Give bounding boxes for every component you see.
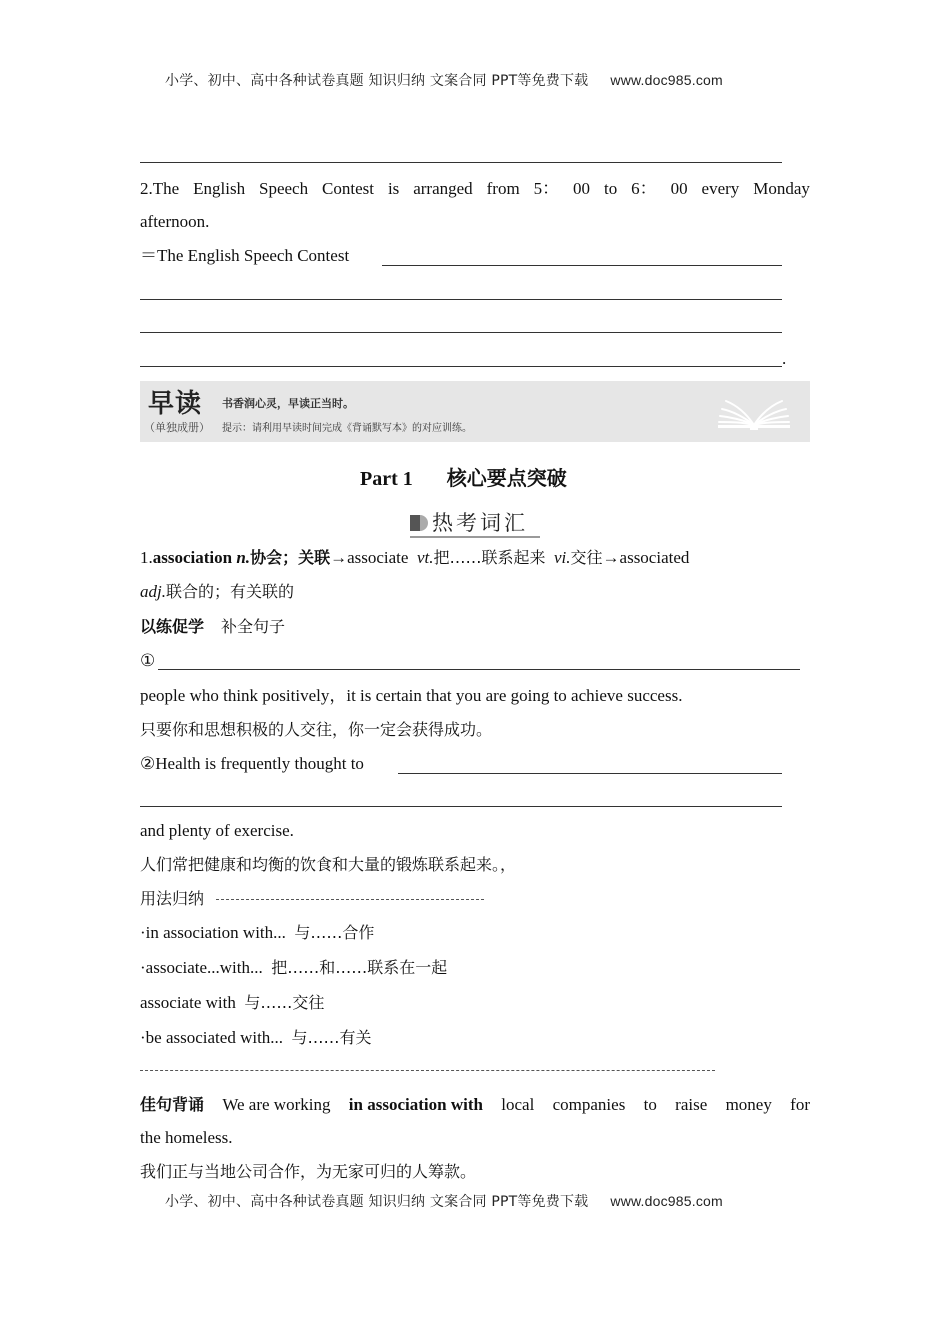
footer-text: 小学、初中、高中各种试卷真题 知识归纳 文案合同 PPT等免费下载	[165, 1194, 589, 1210]
banner-subtitle: （单独成册）	[144, 421, 210, 434]
section-marker-icon	[410, 515, 420, 531]
usage-item: ·be associated with... 与……有关	[140, 1028, 372, 1047]
exercise-2-line-1: 2.The English Speech Contest is arranged from 5： 00 to 6： 00 every Monday	[140, 179, 810, 198]
part-title: Part 1 核心要点突破	[360, 466, 567, 490]
morning-reading-banner	[140, 381, 810, 442]
usage-divider	[216, 899, 484, 900]
answer-line[interactable]	[140, 366, 782, 367]
practice-item-2-translation: 人们常把健康和均衡的饮食和大量的锻炼联系起来。，	[140, 855, 517, 874]
practice-item-1-text: people who think positively，it is certain that you are going to achieve success.	[140, 686, 683, 705]
banner-title: 早读	[148, 389, 203, 419]
section-heading: 热考词汇	[410, 506, 540, 538]
example-line-1: 佳句背诵 We are working in association with local companies to raise money for	[140, 1095, 810, 1114]
answer-line[interactable]	[140, 162, 782, 163]
answer-line[interactable]	[140, 806, 782, 807]
end-period: .	[782, 349, 787, 368]
header-text: 小学、初中、高中各种试卷真题 知识归纳 文案合同 PPT等免费下载	[165, 73, 589, 89]
page-footer	[165, 1191, 723, 1211]
page-header	[165, 70, 723, 90]
banner-slogan: 书香润心灵，早读正当时。	[222, 397, 354, 410]
banner-hint: 提示：请利用早读时间完成《背诵默写本》的对应训练。	[222, 423, 472, 434]
open-book-icon	[716, 391, 792, 433]
answer-line[interactable]	[140, 299, 782, 300]
practice-item-1-marker: ①	[140, 651, 156, 670]
header-url[interactable]: www.doc985.com	[610, 72, 723, 88]
vocab-entry-line-2: adj.联合的；有关联的	[140, 582, 294, 601]
section-marker-icon	[420, 515, 428, 531]
vocab-entry-line-1: 1.association n.协会；关联→associate vt.把……联系起来 vi.交往→associated	[140, 548, 690, 567]
exercise-2-line-2: afternoon.	[140, 212, 210, 231]
usage-divider	[140, 1070, 715, 1071]
practice-heading: 以练促学 补全句子	[140, 617, 286, 636]
usage-item: ·associate...with... 把……和……联系在一起	[140, 958, 448, 977]
practice-item-2-text: and plenty of exercise.	[140, 821, 294, 840]
practice-item-1-translation: 只要你和思想积极的人交往，你一定会获得成功。	[140, 720, 493, 739]
usage-item: ·in association with... 与……合作	[140, 923, 375, 942]
answer-line[interactable]	[158, 669, 800, 670]
usage-heading: 用法归纳	[140, 889, 205, 908]
answer-line[interactable]	[398, 773, 782, 774]
footer-url[interactable]: www.doc985.com	[610, 1193, 723, 1209]
usage-item: associate with 与……交往	[140, 993, 325, 1012]
example-line-2: the homeless.	[140, 1128, 233, 1147]
answer-line[interactable]	[140, 332, 782, 333]
example-translation: 我们正与当地公司合作，为无家可归的人筹款。	[140, 1162, 477, 1181]
practice-item-2-prompt: ②Health is frequently thought to	[140, 754, 364, 773]
exercise-2-prompt: ＝The English Speech Contest	[140, 246, 350, 265]
answer-line[interactable]	[382, 265, 782, 266]
